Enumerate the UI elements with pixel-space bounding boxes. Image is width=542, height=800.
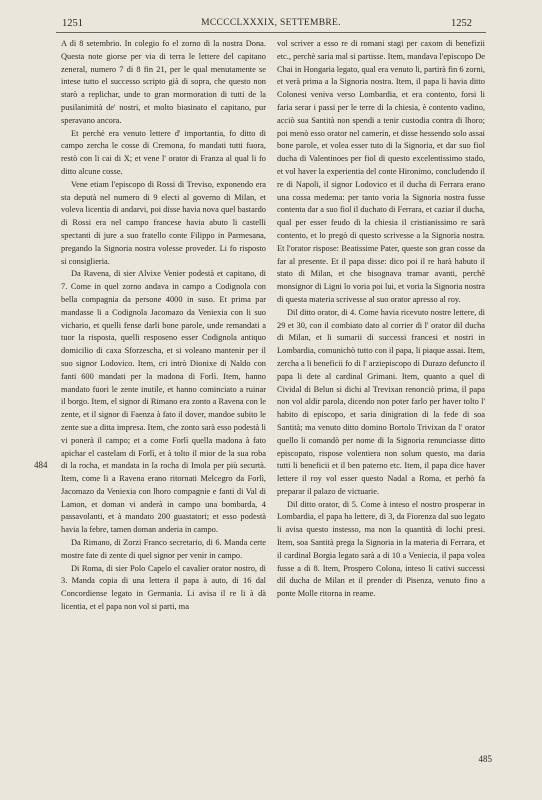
paragraph: Da Rimano, di Zorzi Franco secretario, di 6. Manda certe mostre fate di zente di quel signor per venir in campo. (61, 538, 266, 560)
left-margin-number: 484 (34, 460, 48, 470)
running-title: MCCCCLXXXIX, SETTEMBRE. (201, 18, 341, 28)
paragraph: vol scriver a esso re di romani stagi per caxom di benefizii etc., perchè saria mal si partisse. Item, mandava l'episcopo De Chai in Hongaria legato, qual era venuto li, partirà fin 6 zorni, et verà prima a la Signoria nostra. Item, il papa li havia ditto Colonesi veniva verso Lombardia, et era contento, forsi li faria serar i passi per le terre di la chiesia, è contento vadino, acciò sua Santità non spendi a tenir custodia contra di lhoro; poi menò esso orator nel camerin, et disse hessendo solo assai bone parole, et volea esser tuto di la Signoria, et dar suo fiol ducha di Valentinoes per fiol di questo excelentissimo stado, et vol haver la experientia del conte Hironimo, concludendo il re di Napoli, il signor Lodovico et il ducha di Ferrara erano una cossa medema: per tanto voria la Signoria nostra fusse contenta dar a suo fiol il duchato di Ferrara, et caziar il ducha, qual per esser feudo di la chiesia il cristianissimo re sarà contento, et lo pregò di questo scrivesse a la Signoria nostra. Et l'orator rispose: Beatissime Pater, queste son gran cosse da far al presente. Et il papa disse: dico poi il re harà habuto il stato di Milan, et che bisognava tramar avanti, perchè monsignor di Ligni lo voria poi lui, et voria la Signoria nostra di questa materia scrivesse al suo orator apresso al roy. (277, 39, 485, 304)
right-text-column (277, 38, 485, 601)
paragraph: Dil ditto orator, di 5. Come à inteso el nostro prosperar in Lombardia, el papa ha lettere, di 3, da Fiorenza dal suo legato li avisa questo instesso, ma non la quantità di lochi presi. Item, soa Santità prega la Signoria in la materia di Ferrara, et il cardinal Borgia legato sarà a di 10 a Veniecia, il papa volea fusse a di 8. Item, Prospero Colona, inteso li cativi successi dil ducha de Milan et il prender di Pisenza, venuto fino a ponte Molle ritorna in reame. (277, 499, 485, 599)
paragraph: Et perchè era venuto lettere d' importantia, fo ditto di campo zercha le cosse di Cremona, fo mandati tutti fuora, restò con li cai di X; et vene l' orator di Franza al qual li fo ditto alcune cosse. (61, 128, 266, 176)
paragraph: Vene etiam l'episcopo di Rossi di Treviso, exponendo era sta deputà nel numero di 9 electi al governo di Milan, et voleva licentia di andarvi, poi disse havia nova quel bastardo di Rossi era nel campo francese havia abuto li castelli spectanti di jure a suo fratello conte Filippo in Parmesana, pregando la Signoria nostra volesse proveder. Li fo risposto si consiglieria. (61, 179, 266, 266)
paragraph: Di Roma, di sier Polo Capelo el cavalier orator nostro, di 3. Manda copia di una lettera il papa à auto, di 16 dal Concordiense legato in Germania. Li avisa il re li à dà licentia, et el papa non vol si parti, ma (61, 563, 266, 612)
left-text-column (61, 38, 266, 614)
right-column-number: 1252 (451, 18, 472, 29)
header-rule (56, 32, 486, 33)
page-header (0, 12, 542, 34)
right-margin-number: 485 (478, 754, 492, 764)
paragraph: Dil ditto orator, di 4. Come havia ricevuto nostre lettere, di 29 et 30, con il combiato dato al corrier di l' orator dil ducha di Milan, et li sumarii di successi francesi et nostri in Lombardia, comunichò tutto con il papa, li piaque assai. Item, zercha a li beneficii fo di l' arziepiscopo di Durazo defuncto il papa li dete al cardinal Grimani. Item, quanto a quel di Cividal di Belun si dichi al Trevixan renonciò prima, il papa non vol aldir parola, dicendo non poter farlo per haver tolto l' habito di episcopo, et saria dinigration di la fede di soa Santità; ma venuto ditto domino Bortolo Trivixan da l' orator quello li comandò per nome di la Signoria renunciasse ditto episcopato, rispose volentiera non solum questo, ma daria tutti li beneficii et il ben paterno etc. Item, il papa dice haver lettere il roy vol esser questo Nadal a Roma, et perhò fa preparar il palazo de victuarie. (277, 307, 485, 496)
left-column-number: 1251 (62, 18, 83, 29)
paragraph: Da Ravena, di sier Alvixe Venier podestà et capitano, di 7. Come in quel zorno andava in campo a Codignola con bella compagnia da persone 4000 in suso. Et prima par mandasse li a Codignola Jacomazo da Veniexia con li suo vichario, et quelli fense darli bone parole, unde remandati a tuor la risposta, quelli resposeno esser Codignola antiquo domicilio di caxa Sforzescha, et si voleano mantenir per il suo signor Lodovico. Item, cri intrò Dionixe di Naldo con fanti 600 mandati per la madona di Forlì. Item, hanno mandato fuori le zente inutile, et hanno cominciato a ruinar il borgo. Item, el signor di Rimano era zonto a Ravena con le zente, et il signor di Faenza à fato il dover, mandoe subito le zente sue a ditta impresa. Item, che zonto sarà esso podestà li vi ponerà il campo; et a come Forlì quella madona à fato apichar el castelam di Forlì, et à tolto il mior de la sua roba di la rocha, et mandata in la rocha di Imola per più securtà. Item, come li a Ravena erano ritornati Melcegro da Forlì, Jacomazo da Veniexia con lhoro compagnie e fanti di Val di Lamon, et doman vi anderà in campo una bombarda, 4 passavolanti, et à mandato 200 guastatori; et esso podestà havia la febre, tamen doman anderia in campo. (61, 269, 266, 535)
paragraph: A di 8 setembrio. In colegio fo el zorno di la nostra Dona. Questa note giorse per via di terra le lettere del capitano zeneral, numero 7 di 8 fin 21, per le qual menutamente se intese tutto el successo scripto già di sopra, che questo non starò a replichar, unde to gran mormoration di tutti de la pusilanimità de' nostri, et molto biasinato el capitano, pur speravano ancora. (61, 39, 266, 125)
